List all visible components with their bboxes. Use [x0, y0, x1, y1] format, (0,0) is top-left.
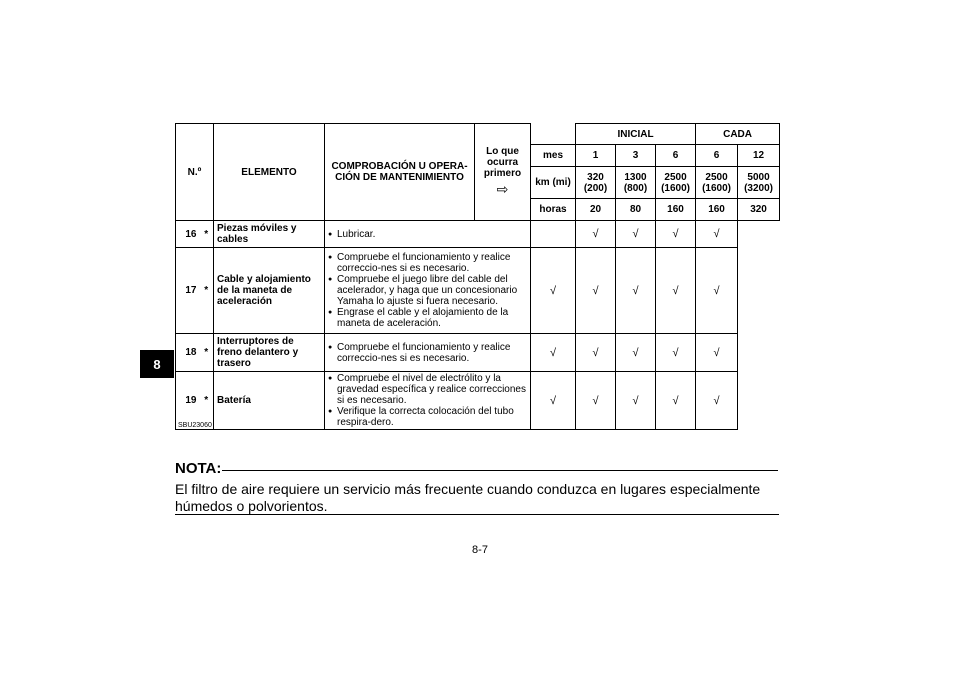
header-first [475, 124, 531, 221]
spacer-cell [738, 372, 780, 430]
header-value: 2500 (1600) [696, 167, 738, 199]
list-item: ● Engrase el cable y el alojamiento de la maneta de aceleración. [328, 307, 527, 329]
note-bottom-rule [175, 514, 779, 515]
header-element: ELEMENTO [214, 124, 325, 221]
header-value: 1 [576, 145, 616, 167]
check-cell: √ [696, 248, 738, 334]
header-value: 12 [738, 145, 780, 167]
check-cell: √ [616, 248, 656, 334]
check-cell: √ [656, 334, 696, 372]
item-description [325, 372, 531, 430]
item-star: * [200, 248, 214, 334]
note-title: NOTA: [175, 460, 222, 477]
check-cell: √ [656, 221, 696, 248]
check-cell: √ [576, 221, 616, 248]
item-number: 17 [176, 248, 200, 334]
note-text: El filtro de aire requiere un servicio más frecuente cuando conduzca en lugares especialmente húmedos o polvorientos. [175, 481, 761, 514]
check-cell: √ [616, 221, 656, 248]
list-item: ● Compruebe el juego libre del cable del acelerador, y haga que un concesionario Yamaha lo ajuste si fuera necesario. [328, 274, 527, 307]
item-number: 19 [176, 372, 200, 430]
item-star: * [200, 372, 214, 430]
header-row-label: km (mi) [531, 167, 576, 199]
item-element: Batería [214, 372, 325, 430]
table-row [176, 334, 780, 372]
header-value: 320 (200) [576, 167, 616, 199]
list-item: ● Compruebe el nivel de electrólito y la gravedad específica y realice correcciones si es necesario. [328, 373, 527, 406]
reference-code: SBU23060 [178, 422, 212, 429]
list-item: ● Verifique la correcta colocación del tubo respira-dero. [328, 406, 527, 428]
page-number: 8-7 [472, 544, 488, 556]
check-cell: √ [696, 221, 738, 248]
header-initial: INICIAL [576, 124, 696, 145]
arrow-right-icon: ⇨ [496, 181, 509, 197]
check-cell: √ [616, 372, 656, 430]
check-cell: √ [531, 334, 576, 372]
maintenance-table [175, 123, 780, 430]
item-number: 16 [176, 221, 200, 248]
list-item: ● Lubricar. [328, 229, 527, 240]
header-value: 2500 (1600) [656, 167, 696, 199]
header-value: 3 [616, 145, 656, 167]
list-item: ● Compruebe el funcionamiento y realice correccio-nes si es necesario. [328, 252, 527, 274]
table-row [176, 372, 780, 430]
header-value: 160 [696, 199, 738, 221]
check-cell: √ [656, 372, 696, 430]
header-spacer [531, 124, 576, 145]
check-cell: √ [531, 372, 576, 430]
check-cell: √ [616, 334, 656, 372]
item-element: Piezas móviles y cables [214, 221, 325, 248]
header-value: 20 [576, 199, 616, 221]
table-row [176, 221, 780, 248]
item-description [325, 221, 531, 248]
chapter-tab: 8 [140, 350, 174, 378]
note-rule [222, 470, 778, 471]
item-star: * [200, 334, 214, 372]
header-check: COMPROBACIÓN U OPERA-CIÓN DE MANTENIMIENTO [325, 124, 475, 221]
table-row [176, 248, 780, 334]
check-cell [531, 221, 576, 248]
item-number: 18 [176, 334, 200, 372]
header-row-label: horas [531, 199, 576, 221]
check-cell: √ [696, 334, 738, 372]
header-value: 160 [656, 199, 696, 221]
header-value: 80 [616, 199, 656, 221]
check-cell: √ [576, 334, 616, 372]
check-cell: √ [656, 248, 696, 334]
check-cell: √ [531, 248, 576, 334]
item-description [325, 334, 531, 372]
header-value: 6 [696, 145, 738, 167]
spacer-cell [738, 334, 780, 372]
header-value: 6 [656, 145, 696, 167]
check-cell: √ [696, 372, 738, 430]
header-value: 1300 (800) [616, 167, 656, 199]
check-cell: √ [576, 248, 616, 334]
check-cell: √ [576, 372, 616, 430]
header-value: 320 [738, 199, 780, 221]
spacer-cell [738, 248, 780, 334]
header-value: 5000 (3200) [738, 167, 780, 199]
header-num: N.º [176, 124, 214, 221]
item-star: * [200, 221, 214, 248]
item-element: Interruptores de freno delantero y trasero [214, 334, 325, 372]
list-item: ● Compruebe el funcionamiento y realice correccio-nes si es necesario. [328, 342, 527, 364]
spacer-cell [738, 221, 780, 248]
header-every: CADA [696, 124, 780, 145]
item-element: Cable y alojamiento de la maneta de aceleración [214, 248, 325, 334]
header-row-label: mes [531, 145, 576, 167]
header-first-label: Lo que ocurra primero [483, 146, 522, 179]
item-description [325, 248, 531, 334]
